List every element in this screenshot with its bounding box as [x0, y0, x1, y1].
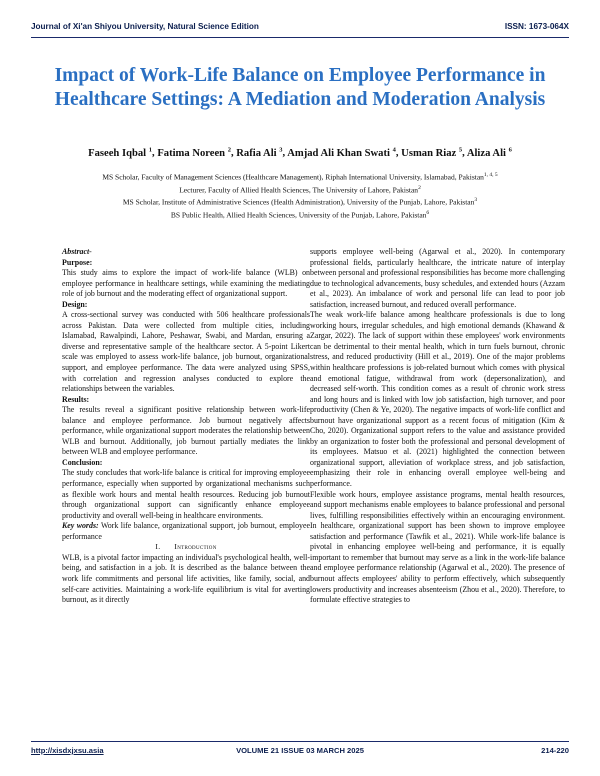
purpose-heading: Purpose: [62, 257, 93, 267]
right-column [310, 247, 565, 606]
abstract-label: Abstract- [62, 247, 92, 256]
author: Faseeh Iqbal $^1$ [88, 146, 153, 159]
introduction-heading [62, 542, 310, 553]
author: Rafia Ali $^3$ [236, 146, 283, 159]
affiliation: Lecturer, Faculty of Allied Health Sciences, The University of Lahore, Pakistan$^2$ [179, 184, 421, 195]
paper-title: Impact of Work-Life Balance on Employee Performance in Healthcare Settings: A Mediation and Moderation Analysis [54, 65, 546, 110]
affiliation: BS Public Health, Allied Health Sciences, University of the Punjab, Lahore, Pakistan$^6$ [170, 210, 430, 220]
body-paragraph: Flexible work hours, employee assistance programs, mental health resources, and support mechanisms enable employees to balance professional and personal lives, fulfilling responsibilities effectively within an encouraging environment. In healthcare, organizational support has been shown to improve employee satisfaction and performance (Tawfik et al., 2021). While work-life balance is pivotal in enhancing employee well-being and performance, it is equally important to remember that burnout may serve as a link in the work-life balance and employee performance relationship (Agarwal et al., 2020). The presence of burnout affects employees' ability to perform effectively, which subsequently lowers productivity and increases absenteeism (Zhou et al., 2020). Therefore, to formulate effective strategies to [310, 489, 565, 605]
header-rule [31, 37, 569, 38]
keywords-text: Work life balance, organizational support, job burnout, employee performance [62, 521, 310, 541]
journal-name: Journal of Xi'an Shiyou University, Natural Science Edition [31, 22, 259, 31]
body-paragraph: supports employee well-being (Agarwal et al., 2020). In contemporary professional fields, particularly healthcare, the intricate nature of interplay between personal and professional responsibilities has become more challenging due to technological advancements, busy schedules, and extended hours (Azzam et al., 2023). An imbalance of work and personal life can lead to poor job satisfaction, increased burnout, and reduced overall performance. [310, 247, 565, 309]
author: Aliza Ali $^6$ [466, 146, 512, 159]
page-range: 214-220 [541, 746, 569, 755]
design-text: A cross-sectional survey was conducted with 506 healthcare professionals across Pakistan. Data were collected from multiple cities, including Islamabad, Rawalpindi, Lahore, Peshawar, Swabi, and Mardan, ensuring a diverse and representative sample of the healthcare sector. A 5-point Likert scale was employed to assess work-life balance, job burnout, organizational support, and employee performance. The data were analyzed using SPSS, with correlation and regression analyses conducted to explore the relationships between the variables. [62, 310, 310, 394]
results-heading: Results: [62, 394, 90, 404]
affiliation-list [30, 170, 570, 221]
author: Usman Riaz $^5$ [401, 146, 463, 159]
section-title: Introduction [174, 542, 217, 552]
author: Fatima Noreen $^2$ [157, 146, 231, 159]
body-paragraph: The weak work-life balance among healthcare professionals is due to long working hours, irregular schedules, and high emotional demands (Khawand & Zargar, 2022). The lack of support within these employees' work environments can be detrimental to their mental health, which in turn fuels burnout, chronic stress, and reduced productivity (Hill et al., 2019). One of the major problems within healthcare professions is job-related burnout which comes with physical and emotional fatigue, withdrawal from work (depersonalization), and decreased self-worth. This condition comes as a result of chronic work stress and long hours and is linked with low job satisfaction, high turnover, and poor productivity (Chen & Ye, 2020). The negative impacts of work-life conflict and burnout have organizational support as a recent focus of mitigation (Kim & Cho, 2020). Organizational support refers to the value and assistance provided by an organization to foster both the professional and personal development of its employees. Matsuo et al. (2021) highlighted the connection between organizational support, alleviation of workplace stress, and job satisfaction, emphasizing their role in enhancing overall employee well-being and performance. [310, 310, 565, 489]
running-footer [31, 746, 569, 758]
introduction-paragraph: WLB, is a pivotal factor impacting an individual's psychological health, well-being, and satisfaction in a job. It is described as the balance between the work life commitments and personal life activities, like family, social, and self-care activities. Maintaining a work-life equilibrium is vital for averting burnout, as it directly [62, 552, 310, 605]
results-text: The results reveal a significant positive relationship between work-life balance and employee performance. Job burnout negatively affects performance, while organizational support moderates the relationship between WLB and burnout. Additionally, job burnout partially mediates the link between WLB and employee performance. [62, 405, 310, 457]
purpose-text: This study aims to explore the impact of work-life balance (WLB) on employee performance in healthcare settings, while examining the mediating role of job burnout and the moderating effect of organizational support. [62, 268, 310, 299]
affiliation: MS Scholar, Institute of Administrative Sciences (Health Administration), University of the Punjab, Lahore, Pakistan$^3$ [122, 197, 478, 207]
left-column [62, 247, 310, 606]
journal-url-link[interactable]: http://xisdxjxsu.asia [31, 746, 104, 755]
author-list: Faseeh Iqbal $^1$, Fatima Noreen $^2$, Rafia Ali $^3$, Amjad Ali Khan Swati $^4$, Usman Riaz $^5$, Aliza Ali $^6$ [88, 146, 512, 159]
volume-issue: VOLUME 21 ISSUE 03 MARCH 2025 [236, 746, 364, 755]
design-heading: Design: [62, 299, 88, 309]
running-header [31, 22, 569, 34]
section-number: I. [155, 542, 161, 552]
conclusion-text: The study concludes that work-life balance is critical for improving employee performance, especially when supported by organizational mechanisms such as flexible work hours and mental health resources. Reducing job burnout through organizational support can significantly enhance employee productivity and overall well-being in healthcare environments. [62, 468, 310, 520]
footer-rule [31, 741, 569, 742]
author: Amjad Ali Khan Swati $^4$ [287, 146, 396, 159]
conclusion-heading: Conclusion: [62, 457, 103, 467]
affiliation: MS Scholar, Faculty of Management Sciences (Healthcare Management), Riphah International University, Islamabad, Pakistan$^{1, 4, 5}$ [102, 172, 498, 182]
keywords-label: Key words: [62, 521, 99, 531]
issn: ISSN: 1673-064X [504, 22, 569, 31]
keywords [62, 521, 310, 542]
